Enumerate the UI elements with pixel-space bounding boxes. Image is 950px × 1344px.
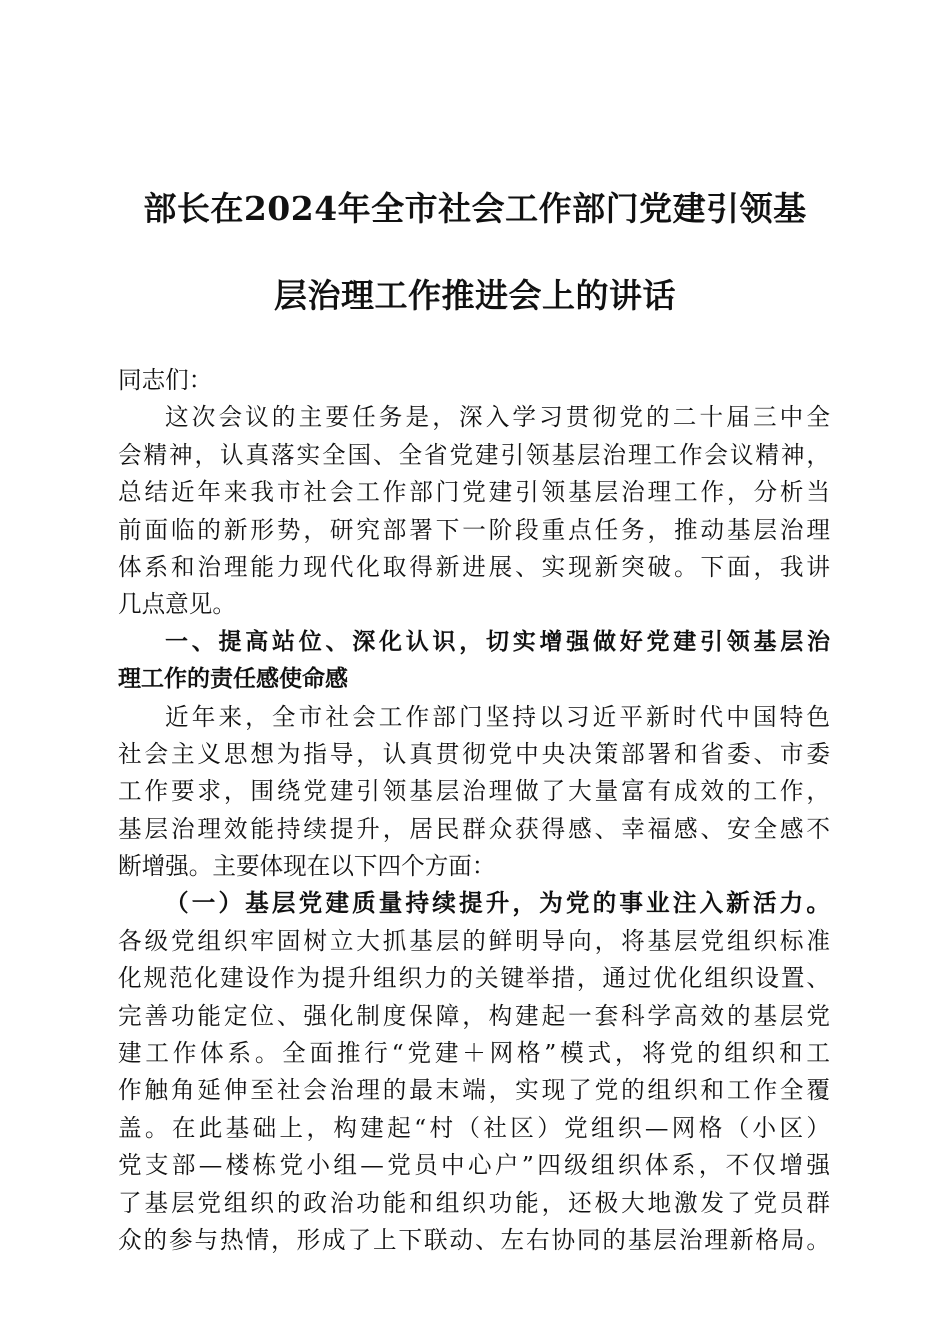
paragraph-line: 各级党组织牢固树立大抓基层的鲜明导向，将基层党组织标准 — [118, 926, 830, 955]
paragraph-line: 作触角延伸至社会治理的最末端，实现了党的组织和工作全覆 — [118, 1076, 830, 1105]
paragraph-line: 工作要求，围绕党建引领基层治理做了大量富有成效的工作， — [118, 777, 830, 806]
title-line-1: 部长在2024年全市社会工作部门党建引领基 — [143, 189, 807, 228]
paragraph-line: 近年来，全市社会工作部门坚持以习近平新时代中国特色 — [165, 702, 830, 731]
paragraph-line: 化规范化建设作为提升组织力的关键举措，通过优化组织设置、 — [118, 964, 830, 993]
paragraph-line: 社会主义思想为指导，认真贯彻党中央决策部署和省委、市委 — [118, 739, 830, 768]
title-line-2: 层治理工作推进会上的讲话 — [274, 276, 676, 315]
paragraph-line: 党支部—楼栋党小组—党员中心户”四级组织体系，不仅增强 — [118, 1151, 830, 1180]
paragraph-line: 会精神，认真落实全国、全省党建引领基层治理工作会议精神， — [118, 440, 830, 469]
salutation: 同志们： — [118, 366, 213, 394]
section-heading-line: 一、提高站位、深化认识，切实增强做好党建引领基层治 — [165, 628, 830, 655]
paragraph-line: 完善功能定位、强化制度保障，构建起一套科学高效的基层党 — [118, 1001, 830, 1030]
paragraph-line: 断增强。主要体现在以下四个方面： — [118, 852, 496, 881]
section-heading-line: 理工作的责任感使命感 — [118, 666, 348, 693]
paragraph-line: 前面临的新形势，研究部署下一阶段重点任务，推动基层治理 — [118, 515, 830, 544]
paragraph-line: 基层治理效能持续提升，居民群众获得感、幸福感、安全感不 — [118, 814, 830, 843]
paragraph-line: 总结近年来我市社会工作部门党建引领基层治理工作，分析当 — [118, 478, 830, 507]
document-body — [118, 362, 830, 1259]
paragraph-line: 几点意见。 — [118, 590, 236, 619]
paragraph-line: 这次会议的主要任务是，深入学习贯彻党的二十届三中全 — [165, 403, 830, 432]
paragraph-line: 建工作体系。全面推行“党建＋网格”模式，将党的组织和工 — [118, 1039, 830, 1068]
paragraph-line: 盖。在此基础上，构建起“村（社区）党组织—网格（小区） — [118, 1113, 830, 1142]
document-title — [100, 165, 850, 339]
paragraph-line: 了基层党组织的政治功能和组织功能，还极大地激发了党员群 — [118, 1188, 830, 1217]
subsection-heading-line: （一）基层党建质量持续提升，为党的事业注入新活力。 — [165, 889, 830, 918]
paragraph-line: 体系和治理能力现代化取得新进展、实现新突破。下面，我讲 — [118, 552, 830, 581]
paragraph-line: 众的参与热情，形成了上下联动、左右协同的基层治理新格局。 — [118, 1225, 830, 1254]
